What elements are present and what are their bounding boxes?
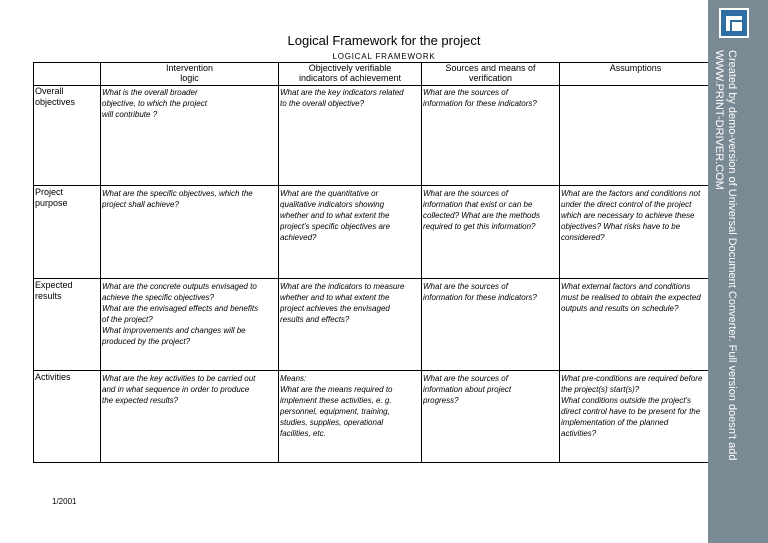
row-label-activities: Activities [35,372,71,382]
cell-results-logic: What are the concrete outputs envisaged to achieve the specific objectives? What are the envisaged effects and benefits of the project? What improvements and changes will be produced by the project? [102,282,259,346]
table-rule-row2 [33,278,711,279]
page-title: Logical Framework for the project [287,33,481,48]
header-sources: Sources and means of verification [445,63,536,83]
table-col-rule-0 [33,62,34,463]
cell-overall-indicators: What are the key indicators related to the overall objective? [280,88,404,108]
table-rule-row1 [33,185,711,186]
header-assumptions: Assumptions [609,63,662,73]
printer-logo-graphic [721,10,747,36]
cell-results-indicators: What are the indicators to measure whether and to what extent the project achieves the envisaged results and effects? [280,282,405,324]
table-col-rule-2 [278,62,279,463]
row-label-overall-objectives: Overall objectives [35,86,76,107]
table-rule-row3 [33,370,711,371]
table-col-rule-3 [421,62,422,463]
header-intervention-logic: Intervention logic [165,63,214,83]
cell-results-sources: What are the sources of information for these indicators? [423,282,537,302]
page-subtitle: LOGICAL FRAMEWORK [332,52,436,61]
cell-activities-sources: What are the sources of information about project progress? [423,374,512,405]
table-col-rule-1 [100,62,101,463]
header-indicators: Objectively verifiable indicators of achievement [298,63,402,83]
cell-overall-assumptions [561,87,711,184]
table-col-rule-4 [559,62,560,463]
row-label-project-purpose: Project purpose [35,187,68,208]
table-rule-header [33,85,711,86]
cell-activities-means: Means: What are the means required to implement these activities, e. g. personnel, equipment, training, studies, supplies, operational facilities, etc. [280,374,393,438]
cell-purpose-indicators: What are the quantitative or qualitative indicators showing whether and to what extent the project's specific objectives are achieved? [280,189,391,242]
cell-purpose-assumptions: What are the factors and conditions not under the direct control of the project which are necessary to achieve these objectives? What risks have to be considered? [561,189,701,242]
printer-logo-icon [719,8,749,38]
cell-results-assumptions: What external factors and conditions must be realised to obtain the expected outputs and results on schedule? [561,282,701,313]
cell-purpose-logic: What are the specific objectives, which the project shall achieve? [102,189,253,209]
watermark-line-1: Created by demo-version of Universal Document Converter. Full version doesn't add [726,50,738,461]
watermark-text [712,50,738,540]
watermark-line-2: WWW.PRINT-DRIVER.COM [713,50,725,190]
footer-date: 1/2001 [52,497,77,506]
watermark-band [708,0,768,543]
table-rule-bottom [33,462,711,463]
cell-purpose-sources: What are the sources of information that exist or can be collected? What are the methods required to get this information? [423,189,540,231]
cell-overall-logic: What is the overall broader objective, to which the project will contribute ? [102,88,207,119]
cell-activities-assumptions: What pre-conditions are required before the project(s) start(s)? What conditions outside the project's direct control have to be present for the implementation of the planned activities? [561,374,703,438]
cell-activities-logic: What are the key activities to be carried out and in what sequence in order to produce the expected results? [102,374,256,405]
row-label-expected-results: Expected results [35,280,73,301]
cell-overall-sources: What are the sources of information for these indicators? [423,88,537,108]
